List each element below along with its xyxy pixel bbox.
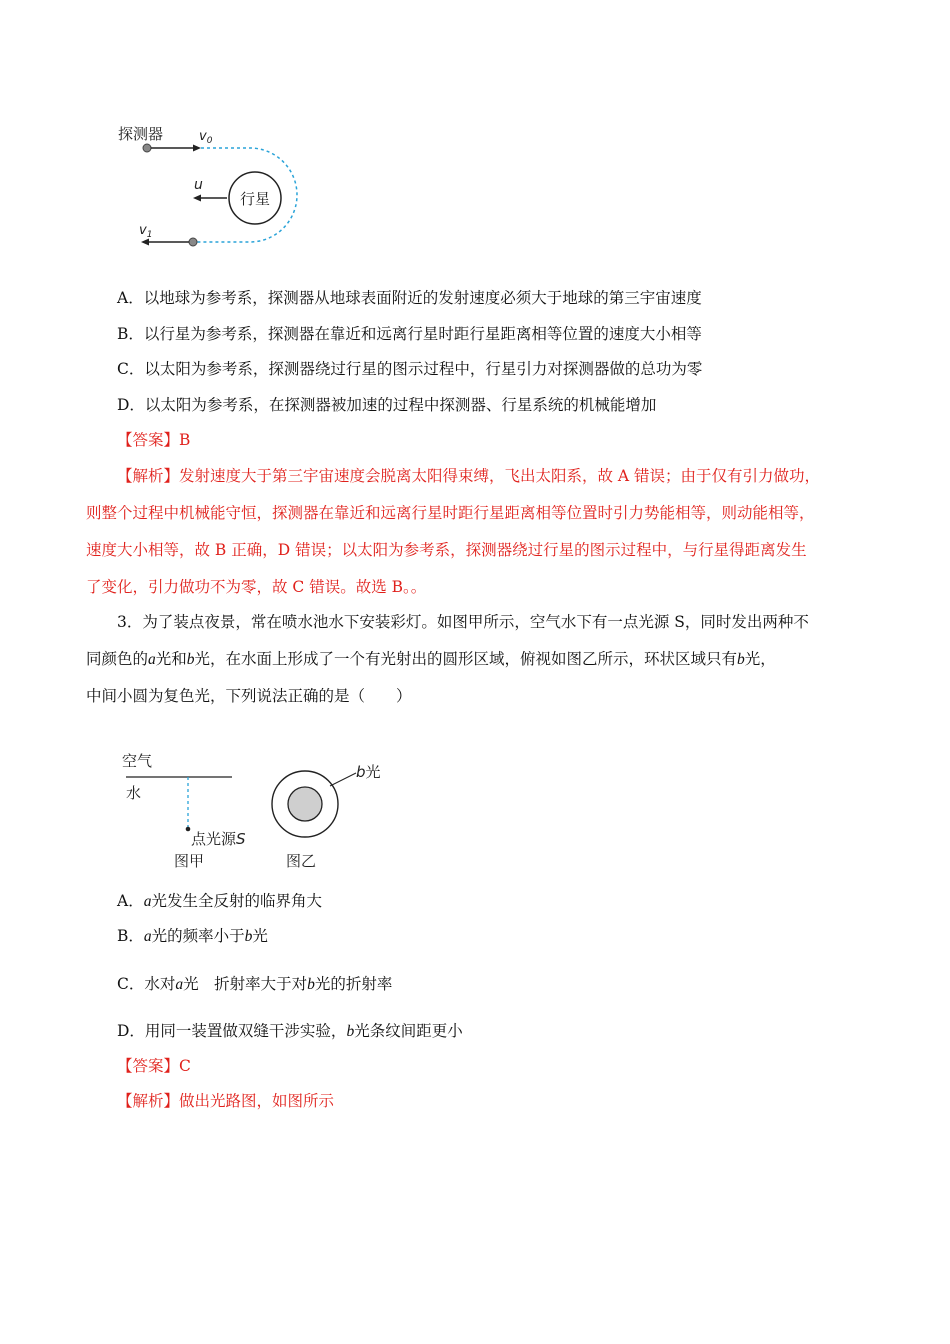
q2-analysis-line-3: 速度大小相等，故 B 正确，D 错误；以太阳为参考系，探测器绕过行星的图示过程中，与行星得距离发生 xyxy=(86,541,807,559)
v1-label: $v_1$ xyxy=(139,223,153,240)
q3-option-d: D．用同一装置做双缝干涉实验，b光条纹间距更小 xyxy=(117,1022,463,1040)
b-light-pointer xyxy=(330,773,356,786)
planet-label: 行星 xyxy=(239,190,271,208)
q2-option-b: B．以行星为参考系，探测器在靠近和远离行星时距行星距离相等位置的速度大小相等 xyxy=(117,325,702,343)
probe-start-dot xyxy=(143,144,151,152)
q3-stem-line-2: 同颜色的a光和b光，在水面上形成了一个有光射出的圆形区域，俯视如图乙所示，环状区域只有b光， xyxy=(86,650,776,668)
q2-answer: 【答案】B xyxy=(117,431,191,449)
probe-label: 探测器 xyxy=(118,125,164,143)
v0-arrowhead xyxy=(193,145,201,152)
probe-end-dot xyxy=(189,238,197,246)
q3-option-a: A．a光发生全反射的临界角大 xyxy=(117,892,322,910)
figure-jia-label: 图甲 xyxy=(174,852,205,870)
u-arrowhead xyxy=(193,195,201,202)
q3-option-b: B．a光的频率小于b光 xyxy=(117,927,268,945)
probe-planet-figure xyxy=(110,118,320,253)
inner-mixed-circle xyxy=(288,787,322,821)
q2-analysis-line-4: 了变化，引力做功不为零，故 C 错误。故选 B。。 xyxy=(86,578,427,596)
q2-option-c: C．以太阳为参考系，探测器绕过行星的图示过程中，行星引力对探测器做的总功为零 xyxy=(117,360,703,378)
v0-label: $v_0$ xyxy=(199,129,213,146)
q3-stem-line-3: 中间小圆为复色光，下列说法正确的是（ ） xyxy=(86,687,412,705)
point-source-label: 点光源S xyxy=(191,830,246,848)
u-label: u xyxy=(194,177,203,193)
air-label: 空气 xyxy=(122,752,153,770)
light-source-figure xyxy=(118,746,398,874)
figure-yi-label: 图乙 xyxy=(286,852,317,870)
q3-analysis: 【解析】做出光路图，如图所示 xyxy=(117,1092,335,1110)
q2-option-d: D．以太阳为参考系，在探测器被加速的过程中探测器、行星系统的机械能增加 xyxy=(117,396,657,414)
water-label: 水 xyxy=(126,784,142,802)
q3-option-c: C．水对a光 折射率大于对b光的折射率 xyxy=(117,975,393,993)
point-source-dot xyxy=(186,827,191,832)
q2-option-a: A．以地球为参考系，探测器从地球表面附近的发射速度必须大于地球的第三宇宙速度 xyxy=(117,289,702,307)
b-light-label: b光 xyxy=(356,763,381,781)
q3-answer: 【答案】C xyxy=(117,1057,191,1075)
q2-analysis-line-1: 【解析】发射速度大于第三宇宙速度会脱离太阳得束缚，飞出太阳系，故 A 错误；由于仅有引力做功， xyxy=(117,467,821,485)
q2-analysis-line-2: 则整个过程中机械能守恒，探测器在靠近和远离行星时距行星距离相等位置时引力势能相等，则动能相等， xyxy=(86,504,815,522)
q3-stem-line-1: 3．为了装点夜景，常在喷水池水下安装彩灯。如图甲所示，空气水下有一点光源 S，同时发出两种不 xyxy=(117,613,809,631)
